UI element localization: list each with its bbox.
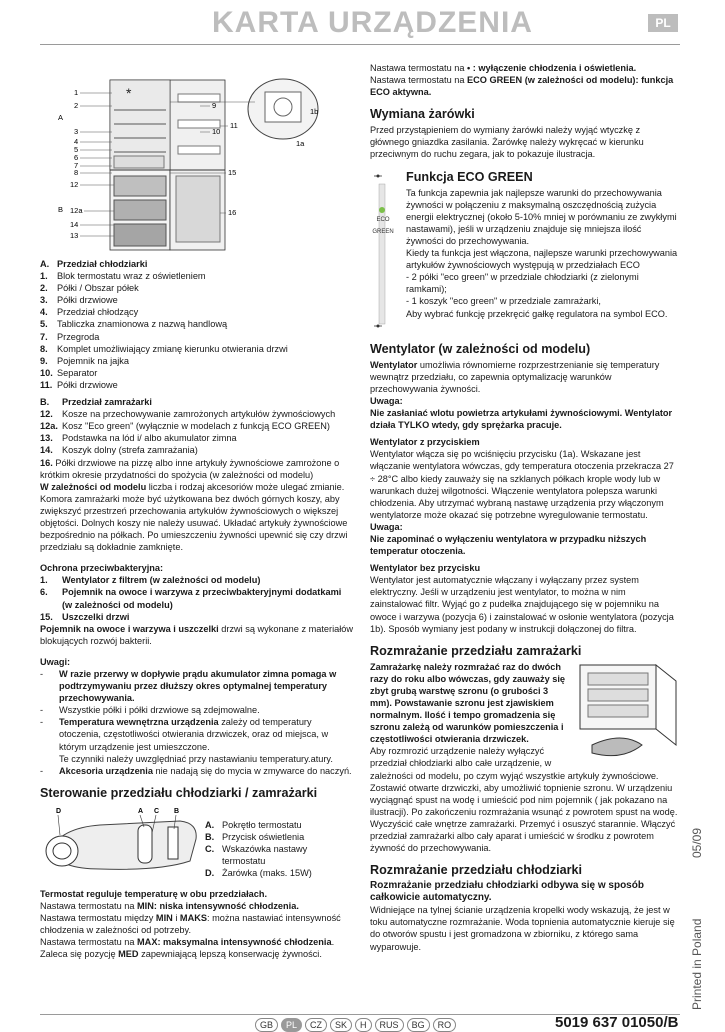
right-column: Nastawa termostatu na • : wyłączenie chłodzenia i oświetlenia. Nastawa termostatu na ECO GREEN (w zależności od modelu): funkcja ECO aktywna. Wymiana żarówki Przed przystąpieniem do wymiany żarówki należy wyjąć wtyczkę z głównego gniazdka zasilania. Żarówkę należy wykręcać w kierunku przeciwnym do ruchu zegara, jak to pokazuje ilustracja. ECO GREEN Funkcja ECO GREEN Ta funkcja zapewnia jak najlepsze warunki do przechowywania żywności w połączeniu z maksymalną oszczędnością zużycia energii elektrycznej (około 5-10% mniej w porównaniu ze zwykłymi nastawami), jeśli w urządzeniu znajduje się mniejsza ilość żywności do przechowywania. Kiedy ta funkcja jest włączona, najlepsze warunki przechowywania artykułów żywnościowych występują w przedziałach ECO - 2 półki "eco green" w przedziale chłodziarki (z zielonymi ramkami); - 1 koszyk "eco green" w przedziale zamrażarki, Aby wybrać funkcję przekręcić gałkę regulatora na symbol ECO. Wentylator (w zależności od modelu) Wentylator umożliwia równomierne rozprzestrzenianie się temperatury wewnątrz przedziału, co zapewnia optymalizację warunków przechowywania żywności. Uwaga: Nie zasłaniać wlotu powietrza artykułami żywnościowymi. Wentylator działa TYLKO wtedy, gdy sprężarka pracuje. Wentylator z przyciskiem Wentylator włącza się po wciśnięciu przycisku (1a). Wskazane jest włączanie wentylatora wówczas, gdy temperatura otoczenia przekracza 27 ÷ 28°C albo kiedy zauważy się na szklanych półkach krople wody lub w warunkach dużej wilgotności. Włączenie wentylatora polepsza warunki chłodzenia. Aby utrzymać wybraną nastawę urządzenia przy włączonym wentylatorze może okazać się potrzebne wyregulowanie termostatu. Uwaga: Nie zapominać o wyłączeniu wentylatora w przypadku niższych temperatur otoczenia. Wentylator bez przycisku Wentylator jest automatycznie włączany i wyłączany przez system elektryczny. Jeśli w urządzeniu jest wentylator, to można w nim zainstalować filtr. Wyjąć go z pudełka znajdującego się w pojemniku na owoce i warzywa (pozycja 6) i zainstalować w osłonie wentylatora (pozycja 1b). Sposób wymiany jest podany w instrukcji dołączonej do filtra. Rozmrażanie przedziału zamrażarki Zamrażarkę należy rozmrażać raz do dwóch razy do roku albo wówczas, gdy zauważy się zbyt grubą warstwę szronu (o grubości 3 mm). Powstawanie szronu jest zjawiskiem normalnym. Ilość i tempo gromadzenia się szronu zależą od warunków pomieszczenia i częstotliwości otwierania drzwiczek. Aby rozmrozić urządzenie należy wyłączyć przedział chłodziarki albo całe urządzenie, w zależności od modelu, po czym wyjąć wszystkie artykuły żywnościowe. Zostawić otwarte drzwiczki, aby umożliwić topnienie szronu. W urządzeniu wyciągnąć spust na wodę i umieścić pod nim pojemnik ( jak pokazano na ilustracji). Po zakończeniu rozmrażania wsunąć z powrotem spust na wodę. Wyczyścić całe wnętrze zamrażarki. Przemyć i osuszyć starannie. Włączyć przedział zamrażarki albo cały aparat i umieścić w środku z powrotem żywność do przechowywania. Rozmrażanie przedziału chłodziarki Rozmrażanie przedziału chłodziarki odbywa się w sposób całkowicie automatyczny. Widniejące na tylnej ścianie urządzenia kropelki wody wskazują, że jest w toku automatyczne rozmrażanie. Woda topnienia automatycznie kieruje się do otworów spustu i jest gromadzona w zbiorniku, z którego sama wyparowuje. bbox=[370, 62, 680, 953]
eco-dial-strip bbox=[370, 170, 406, 333]
list-item: 2. Półki / Obszar półek bbox=[40, 283, 139, 294]
list-item: 6. Pojemnik na owoce i warzywa z przeciwbakteryjnymi dodatkami (w zależności od modelu) bbox=[40, 587, 342, 610]
eco-dial-label: ECO GREEN bbox=[372, 216, 394, 235]
legend-item: D. Żarówka (maks. 15W) bbox=[205, 868, 312, 879]
section-title-control: Sterowanie przedziału chłodziarki / zamrażarki bbox=[40, 785, 318, 800]
antibacterial-note: Pojemnik na owoce i warzywa i uszczelki drzwi są wykonane z materiałów blokujących rozwój bakterii. bbox=[40, 623, 354, 646]
list-item: 9. Pojemnik na jajka bbox=[40, 355, 130, 366]
svg-text:1a: 1a bbox=[296, 139, 305, 148]
eco-dial-icon bbox=[370, 170, 396, 330]
control-figure bbox=[40, 803, 353, 883]
svg-text:12: 12 bbox=[70, 180, 79, 189]
list-item: 8. Komplet umożliwiający zmianę kierunku otwierania drzwi bbox=[40, 343, 288, 354]
fig-letter-b: B bbox=[174, 807, 180, 815]
date-code: 05/09 bbox=[690, 827, 704, 858]
list-item: - Temperatura wewnętrzna urządzenia zależy od temperatury otoczenia, częstotliwości otwierania drzwiczek, oraz od miejsca, w którym urządzenie jest umieszczone. Te czynniki należy uwzględniać przy nastawianiu temperatury.atury. bbox=[40, 717, 333, 764]
list-item: 5. Tabliczka znamionowa z nazwą handlową bbox=[40, 319, 228, 330]
lang-rus: RUS bbox=[375, 1018, 404, 1032]
legend-item: A. Pokrętło termostatu bbox=[205, 819, 302, 830]
lang-pl: PL bbox=[281, 1018, 302, 1032]
section-title-defrost-fridge: Rozmrażanie przedziału chłodziarki bbox=[370, 863, 583, 878]
defrost-illustration bbox=[572, 661, 680, 765]
models-note: W zależności od modelu liczba i rodzaj akcesoriów może ulegać zmianie. Komora zamrażarki może być użytkowana bez dwóch górnych koszy, aby zwiększyć przestrzeń przechowania artykułów żywnościowych o większej objętości. Dolnych koszy nie należy usuwać. Układać artykuły żywnościowe bezpośrednio na półkach. Po umieszczeniu żywności upewnić się czy drzwi przedziału są dokładnie zamknięte. bbox=[40, 481, 348, 553]
lang-gb: GB bbox=[255, 1018, 278, 1032]
svg-text:8: 8 bbox=[74, 168, 79, 177]
svg-text:12a: 12a bbox=[70, 206, 83, 215]
list-item: 1. Wentylator z filtrem (w zależności od modelu) bbox=[40, 575, 261, 586]
list-item: 11. Półki drzwiowe bbox=[40, 379, 118, 390]
fig-letter-c: C bbox=[154, 807, 160, 815]
eco-section: ECO GREEN Funkcja ECO GREEN Ta funkcja zapewnia jak najlepsze warunki do przechowywania żywności w połączeniu z maksymalną oszczędnością zużycia energii elektrycznej (około 5-10% mniej w porównaniu ze zwykłymi nastawami), jeśli w urządzeniu znajduje się mniejsza ilość żywności do przechowywania. Kiedy ta funkcja jest włączona, najlepsze warunki przechowywania artykułów żywnościowych występują w przedziałach ECO - 2 półki "eco green" w przedziale chłodziarki (z zielonymi ramkami); - 1 koszyk "eco green" w przedziale zamrażarki, Aby wybrać funkcję przekręcić gałkę regulatora na symbol ECO. bbox=[370, 170, 680, 333]
svg-text:A: A bbox=[58, 113, 64, 122]
list-item: 16. Półki drzwiowe na pizzę albo inne artykuły żywnościowe zamrożone o krótkim okresie przydatności do spożycia (w zależności od modelu) bbox=[40, 457, 340, 480]
lang-h: H bbox=[355, 1018, 372, 1032]
fig-letter-a: A bbox=[138, 807, 144, 815]
list-item: - W razie przerwy w dopływie prądu akumulator zimna pomaga w podtrzymywaniu przez dłuższy okres optymalnej temperatury przechowywania. bbox=[40, 669, 337, 704]
antibacterial-section bbox=[40, 562, 353, 647]
control-legend bbox=[205, 819, 353, 879]
svg-text:7: 7 bbox=[74, 161, 79, 170]
thermostat-section: Termostat reguluje temperaturę w obu przedziałach. Nastawa termostatu na MIN: niska intensywność chłodzenia. Nastawa termostatu między MIN i MAKS: można nastawiać intensywność chłodzenia w zależności od potrzeby. Nastawa termostatu na MAX: maksymalna intensywność chłodzenia. Zaleca się pozycję MED zapewniającą lepszą konserwację żywności. bbox=[40, 888, 353, 961]
lang-cz: CZ bbox=[305, 1018, 327, 1032]
thermostat-title: Termostat reguluje temperaturę w obu przedziałach. bbox=[40, 888, 268, 899]
page-title: KARTA URZĄDZENIA bbox=[212, 6, 533, 39]
svg-text:*: * bbox=[126, 85, 132, 101]
fig-letter-d: D bbox=[56, 807, 62, 815]
language-list bbox=[255, 1018, 456, 1032]
list-item: 12a. Kosz "Eco green" (wyłącznie w modelach z funkcją ECO GREEN) bbox=[40, 421, 330, 432]
header-divider bbox=[40, 44, 680, 45]
list-item: 14. Koszyk dolny (strefa zamrażania) bbox=[40, 445, 198, 456]
list-item: B. Przedział zamrażarki bbox=[40, 397, 152, 408]
svg-text:9: 9 bbox=[212, 101, 217, 110]
svg-text:14: 14 bbox=[70, 220, 79, 229]
lang-ro: RO bbox=[433, 1018, 457, 1032]
language-badge: PL bbox=[648, 14, 678, 32]
list-item: 1. Blok termostatu wraz z oświetleniem bbox=[40, 271, 206, 282]
part-number: 5019 637 01050/B bbox=[555, 1014, 679, 1031]
left-column bbox=[40, 258, 353, 960]
svg-text:1: 1 bbox=[74, 88, 79, 97]
svg-text:5: 5 bbox=[74, 145, 79, 154]
lang-bg: BG bbox=[407, 1018, 430, 1032]
list-item: A. Przedział chłodziarki bbox=[40, 259, 148, 269]
svg-text:6: 6 bbox=[74, 153, 79, 162]
svg-text:4: 4 bbox=[74, 137, 79, 146]
svg-text:16: 16 bbox=[228, 208, 237, 217]
legend-item: B. Przycisk oświetlenia bbox=[205, 831, 305, 842]
list-item: - Wszystkie półki i półki drzwiowe są zdejmowalne. bbox=[40, 705, 260, 716]
legend-item: C. Wskazówka nastawy termostatu bbox=[205, 844, 308, 867]
bulb-text: Przed przystąpieniem do wymiany żarówki należy wyjąć wtyczkę z głównego gniazdka zasilania. Żarówkę należy wykręcać w kierunku przeciwnym do ruchu zegara, jak to pokazuje ilustracja. bbox=[370, 125, 644, 160]
thermostat-illustration bbox=[40, 803, 200, 881]
svg-text:15: 15 bbox=[228, 168, 237, 177]
svg-text:11: 11 bbox=[230, 121, 238, 130]
list-item: - Akcesoria urządzenia nie nadają się do mycia w zmywarce do naczyń. bbox=[40, 765, 352, 776]
svg-text:2: 2 bbox=[74, 101, 79, 110]
lang-sk: SK bbox=[330, 1018, 352, 1032]
parts-list-freezer bbox=[40, 396, 353, 553]
list-item: 12. Kosze na przechowywanie zamrożonych artykułów żywnościowych bbox=[40, 409, 336, 420]
section-title-eco: Funkcja ECO GREEN bbox=[406, 169, 533, 184]
list-item: 3. Półki drzwiowe bbox=[40, 295, 118, 306]
section-title-bulb: Wymiana żarówki bbox=[370, 107, 475, 122]
antibacterial-title: Ochrona przeciwbakteryjna: bbox=[40, 563, 164, 574]
list-item: 7. Przegroda bbox=[40, 331, 100, 342]
svg-text:13: 13 bbox=[70, 231, 79, 240]
list-item: 10. Separator bbox=[40, 367, 98, 378]
notes-section bbox=[40, 656, 353, 777]
svg-text:10: 10 bbox=[212, 127, 221, 136]
svg-text:3: 3 bbox=[74, 127, 79, 136]
header bbox=[0, 0, 725, 44]
list-item: 4. Przedział chłodzący bbox=[40, 307, 139, 318]
printed-in: Printed in Poland bbox=[690, 918, 704, 1010]
list-item: 13. Podstawka na lód i/ albo akumulator zimna bbox=[40, 433, 237, 444]
section-title-defrost-freezer: Rozmrażanie przedziału zamrażarki bbox=[370, 643, 582, 658]
svg-text:B: B bbox=[58, 205, 64, 214]
list-item: 15. Uszczelki drzwi bbox=[40, 611, 130, 622]
fridge-illustration bbox=[50, 62, 350, 252]
section-title-fan: Wentylator (w zależności od modelu) bbox=[370, 341, 591, 356]
parts-list-fridge bbox=[40, 258, 353, 391]
notes-title: Uwagi: bbox=[40, 656, 71, 667]
fridge-diagram bbox=[50, 62, 350, 252]
svg-text:1b: 1b bbox=[310, 107, 319, 116]
